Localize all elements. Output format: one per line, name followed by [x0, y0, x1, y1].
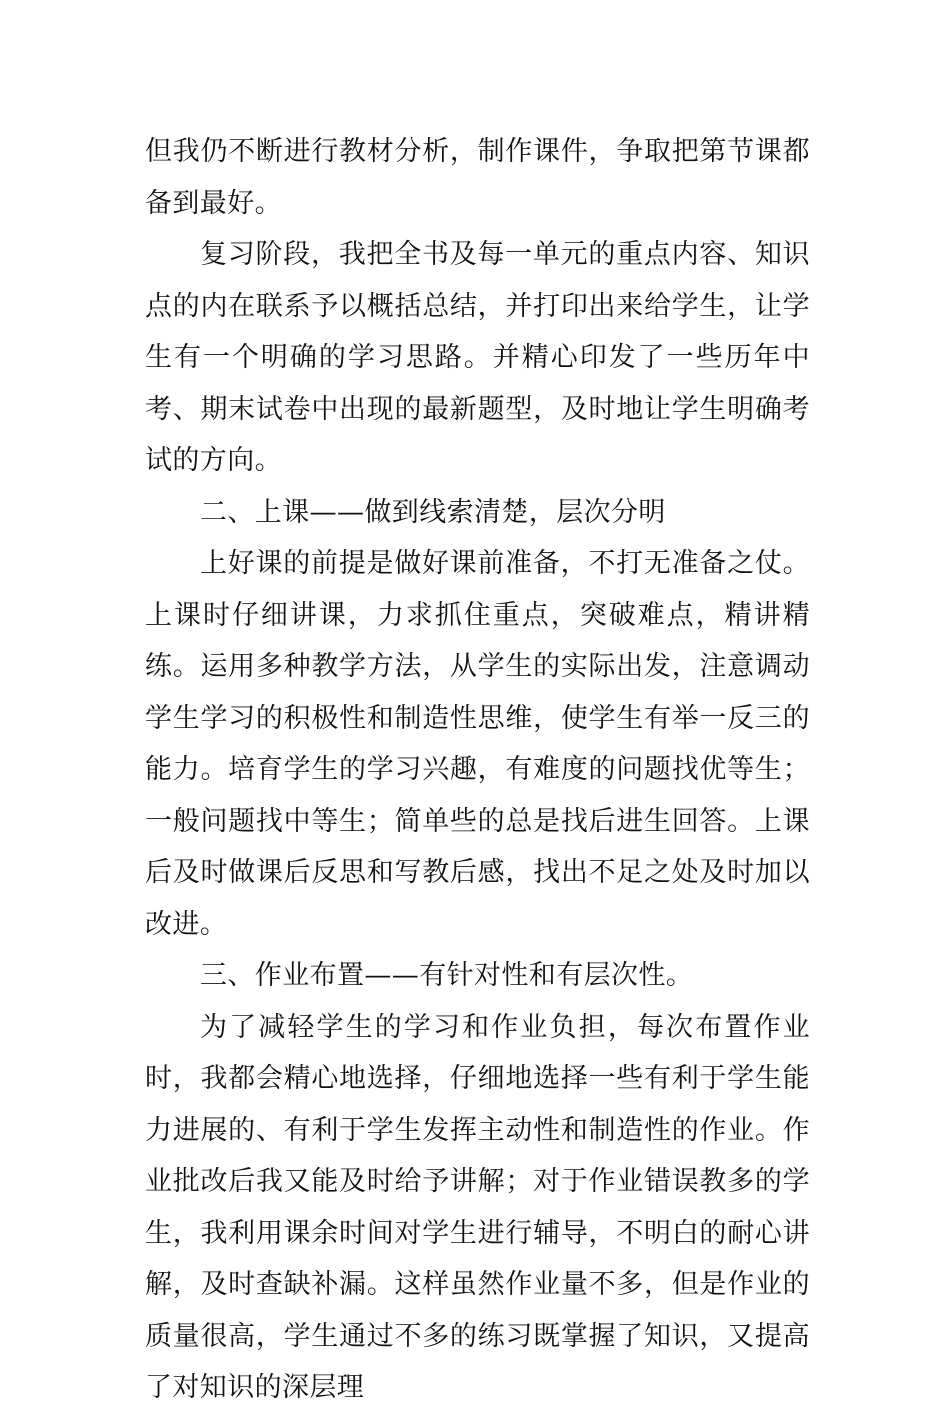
- paragraph-continuation: 但我仍不断进行教材分析，制作课件，争取把第节课都备到最好。: [145, 136, 810, 219]
- paragraph-homework: 为了减轻学生的学习和作业负担，每次布置作业时，我都会精心地选择，仔细地选择一些有利于学生能力进展的、有利于学生发挥主动性和制造性的作业。作业批改后我又能及时给予讲解；对于作业错误教多的学生，我利用课余时间对学生进行辅导，不明白的耐心讲解，及时查缺补漏。这样虽然作业量不多，但是作业的质量很高，学生通过不多的练习既掌握了知识，又提高了对知识的深层理: [145, 1011, 810, 1403]
- paragraph-review-stage: 复习阶段，我把全书及每一单元的重点内容、知识点的内在联系予以概括总结，并打印出来给学生，让学生有一个明确的学习思路。并精心印发了一些历年中考、期末试卷中出现的最新题型，及时地让学生明确考试的方向。: [145, 239, 810, 476]
- section-heading-homework: 三、作业布置——有针对性和有层次性。: [200, 960, 694, 991]
- paragraph-classes: 上好课的前提是做好课前准备，不打无准备之仗。上课时仔细讲课，力求抓住重点，突破难点，精讲精练。运用多种教学方法，从学生的实际出发，注意调动学生学习的积极性和制造性思维，使学生有举一反三的能力。培育学生的学习兴趣，有难度的问题找优等生；一般问题找中等生；简单些的总是找后进生回答。上课后及时做课后反思和写教后感，找出不足之处及时加以改进。: [145, 548, 810, 940]
- body-text: [145, 126, 810, 1414]
- section-heading-classes: 二、上课——做到线索清楚，层次分明: [200, 496, 666, 528]
